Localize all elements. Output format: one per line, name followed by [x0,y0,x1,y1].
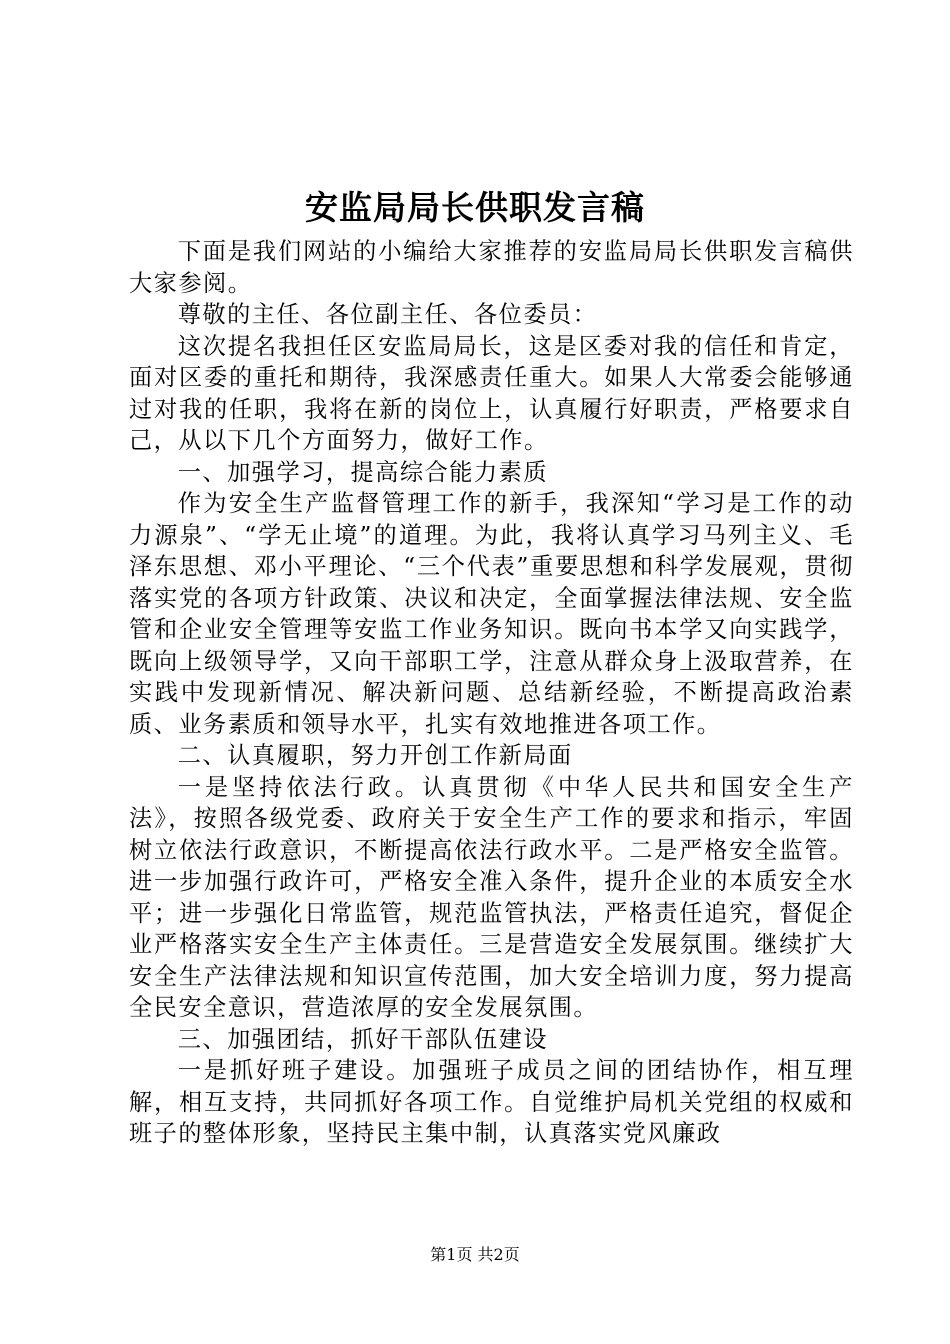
opening-paragraph: 这次提名我担任区安监局局长，这是区委对我的信任和肯定，面对区委的重托和期待，我深感责任重大。如果人大常委会能够通过对我的任职，我将在新的岗位上，认真履行好职责，严格要求自己，从以下几个方面努力，做好工作。 [129,332,854,454]
intro-paragraph: 下面是我们网站的小编给大家推荐的安监局局长供职发言稿供大家参阅。 [129,238,854,297]
document-title: 安监局局长供职发言稿 [305,188,645,227]
section-heading-3: 三、加强团结，抓好干部队伍建设 [177,1025,549,1053]
salutation: 尊敬的主任、各位副主任、各位委员： [177,301,598,328]
section-heading-1: 一、加强学习，提高综合能力素质 [177,458,549,486]
section-3-paragraph: 一是抓好班子建设。加强班子成员之间的团结协作，相互理解，相互支持，共同抓好各项工作。自觉维护局机关党组的权威和班子的整体形象，坚持民主集中制，认真落实党风廉政 [129,1057,854,1147]
document-body [129,236,854,1150]
section-2-paragraph: 一是坚持依法行政。认真贯彻《中华人民共和国安全生产法》，按照各级党委、政府关于安全生产工作的要求和指示，牢固树立依法行政意识，不断提高依法行政水平。二是严格安全监管。进一步加强行政许可，严格安全准入条件，提升企业的本质安全水平；进一步强化日常监管，规范监管执法，严格责任追究，督促企业严格落实安全生产主体责任。三是营造安全发展氛围。继续扩大安全生产法律法规和知识宣传范围，加大安全培训力度，努力提高全民安全意识，营造浓厚的安全发展氛围。 [129,773,854,1021]
page-footer: 第1页 共2页 [430,1245,520,1264]
section-1-paragraph: 作为安全生产监督管理工作的新手，我深知“学习是工作的动力源泉”、“学无止境”的道理。为此，我将认真学习马列主义、毛泽东思想、邓小平理论、“三个代表”重要思想和科学发展观，贯彻落实党的各项方针政策、决议和决定，全面掌握法律法规、安全监管和企业安全管理等安监工作业务知识。既向书本学又向实践学，既向上级领导学，又向干部职工学，注意从群众身上汲取营养，在实践中发现新情况、解决新问题、总结新经验，不断提高政治素质、业务素质和领导水平，扎实有效地推进各项工作。 [129,490,854,738]
section-heading-2: 二、认真履职，努力开创工作新局面 [177,742,573,769]
